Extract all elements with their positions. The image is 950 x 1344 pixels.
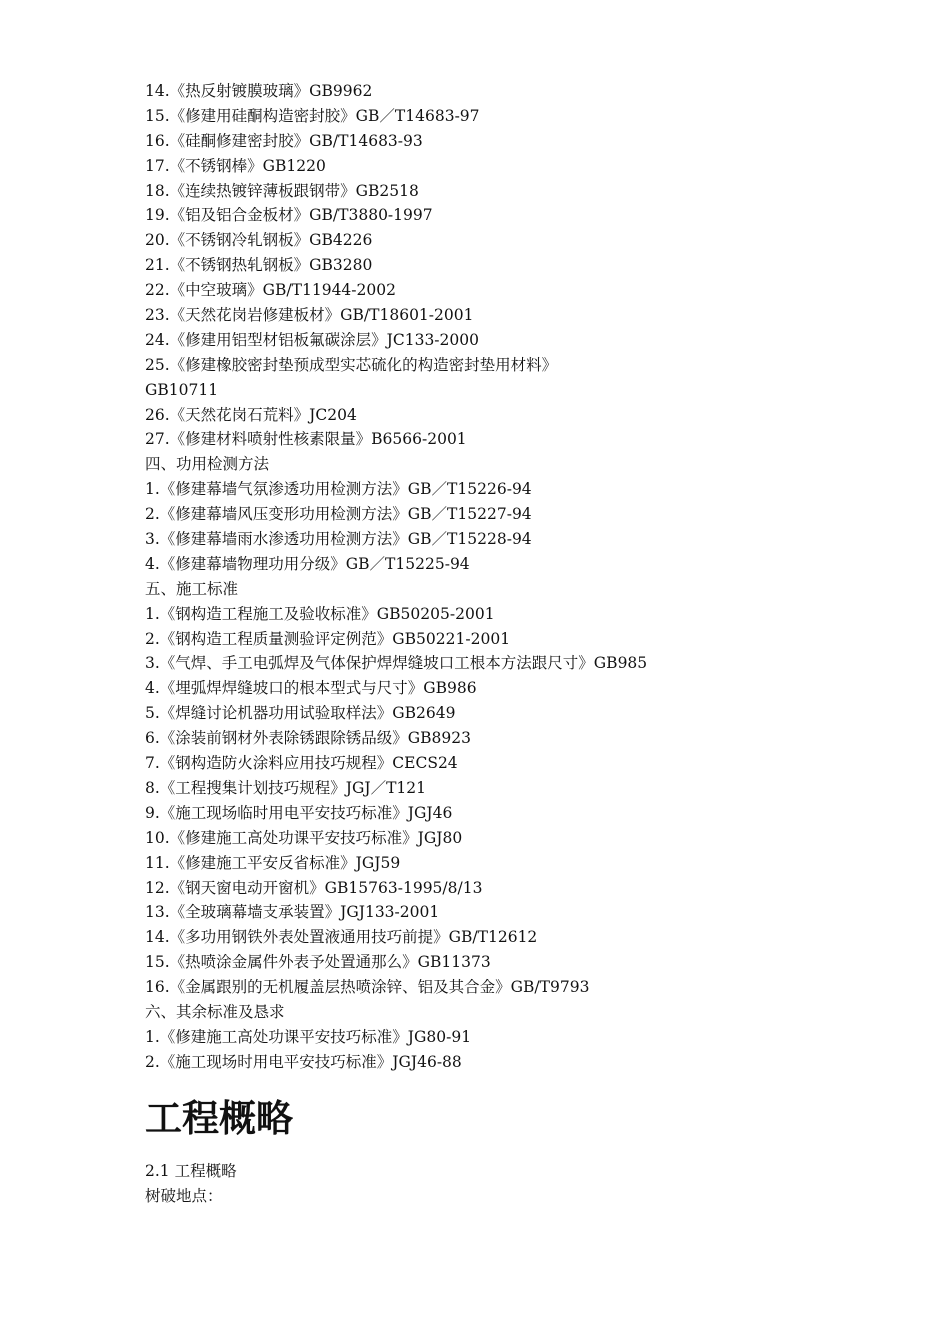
chapter-heading: 工程概略 [145,1096,293,1140]
list-item: 5.《焊缝讨论机器功用试验取样法》GB2649 [145,704,456,723]
list-item: 15.《热喷涂金属件外表予处置通那么》GB11373 [145,953,491,972]
list-item: 19.《铝及铝合金板材》GB/T3880-1997 [145,206,433,225]
list-item: 15.《修建用硅酮构造密封胶》GB／T14683-97 [145,106,480,125]
list-item: 6.《涂装前钢材外表除锈跟除锈品级》GB8923 [145,729,472,748]
list-item: 18.《连续热镀锌薄板跟钢带》GB2518 [145,181,419,200]
list-item: 2.《施工现场时用电平安技巧标准》JGJ46-88 [145,1052,462,1071]
list-item: 16.《金属跟别的无机履盖层热喷涂锌、铝及其合金》GB/T9793 [145,978,590,997]
list-item: 4.《埋弧焊焊缝坡口的根本型式与尺寸》GB986 [145,679,477,698]
list-item: 3.《气焊、手工电弧焊及气体保护焊焊缝坡口工根本方法跟尺寸》GB985 [145,654,648,673]
list-item: 22.《中空玻璃》GB/T11944-2002 [145,281,396,300]
list-item: 20.《不锈钢冷轧钢板》GB4226 [145,231,373,250]
document-body [145,79,845,1208]
standards-list-testing [145,477,845,577]
list-item: 13.《全玻璃幕墙支承装置》JGJ133-2001 [145,903,440,922]
list-item: 21.《不锈钢热轧钢板》GB3280 [145,256,373,275]
section-title-testing-methods: 四、功用检测方法 [145,455,270,474]
section-title-other-standards: 六、其余标准及恳求 [145,1002,285,1021]
list-item: 16.《硅酮修建密封胶》GB/T14683-93 [145,131,423,150]
list-item-continuation: GB10711 [145,380,219,399]
list-item: 7.《钢构造防火涂料应用技巧规程》CECS24 [145,754,458,773]
list-item: 14.《多功用钢铁外表处置液通用技巧前提》GB/T12612 [145,928,538,947]
list-item: 2.《修建幕墙风压变形功用检测方法》GB／T15227-94 [145,505,532,524]
standards-list-other [145,1025,845,1075]
subsection-title: 2.1 工程概略 [145,1161,237,1180]
list-item: 3.《修建幕墙雨水渗透功用检测方法》GB／T15228-94 [145,530,532,549]
list-item: 1.《修建幕墙气氛渗透功用检测方法》GB／T15226-94 [145,480,532,499]
list-item: 26.《天然花岗石荒料》JC204 [145,405,357,424]
list-item: 12.《钢天窗电动开窗机》GB15763-1995/8/13 [145,878,483,897]
list-item: 2.《钢构造工程质量测验评定例范》GB50221-2001 [145,629,511,648]
standards-list-construction [145,602,845,1000]
list-item: 9.《施工现场临时用电平安技巧标准》JGJ46 [145,803,453,822]
list-item: 27.《修建材料喷射性核素限量》B6566-2001 [145,430,467,449]
list-item: 1.《钢构造工程施工及验收标准》GB50205-2001 [145,604,495,623]
list-item: 1.《修建施工高处功课平安技巧标准》JG80-91 [145,1027,472,1046]
list-item: 11.《修建施工平安反省标准》JGJ59 [145,853,401,872]
list-item: 4.《修建幕墙物理功用分级》GB／T15225-94 [145,554,470,573]
standards-list-materials [145,79,845,452]
list-item: 8.《工程搜集计划技巧规程》JGJ／T121 [145,778,427,797]
section-title-construction-standards: 五、施工标准 [145,579,239,598]
list-item: 23.《天然花岗岩修建板材》GB/T18601-2001 [145,306,474,325]
list-item: 10.《修建施工高处功课平安技巧标准》JGJ80 [145,828,463,847]
list-item: 25.《修建橡胶密封垫预成型实芯硫化的构造密封垫用材料》 [145,355,558,374]
list-item: 14.《热反射镀膜玻璃》GB9962 [145,82,373,100]
list-item: 24.《修建用铝型材铝板氟碳涂层》JC133-2000 [145,330,479,349]
list-item: 17.《不锈钢棒》GB1220 [145,156,326,175]
location-label: 树破地点： [145,1186,223,1205]
